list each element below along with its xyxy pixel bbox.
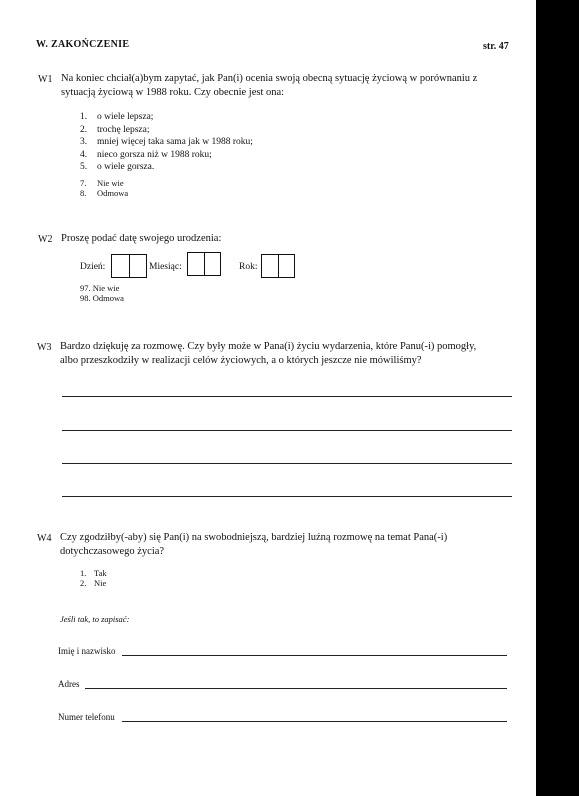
question-text-w4-line2: dotychczasowego życia? xyxy=(60,546,165,557)
question-number-w1: W1 xyxy=(38,74,53,85)
page-number: str. 47 xyxy=(483,41,509,52)
name-label: Imię i nazwisko xyxy=(58,646,116,656)
address-label: Adres xyxy=(58,679,80,689)
address-field[interactable] xyxy=(85,688,507,689)
name-field[interactable] xyxy=(122,655,507,656)
year-label: Rok: xyxy=(239,262,258,272)
option-w1-8[interactable]: 8. Odmowa xyxy=(80,188,129,198)
answer-line-w3-3[interactable] xyxy=(62,463,512,464)
month-input-box[interactable] xyxy=(187,252,221,276)
extra-w2 xyxy=(80,283,124,303)
answer-line-w3-4[interactable] xyxy=(62,496,512,497)
day-label: Dzień: xyxy=(80,262,106,272)
option-w1-1[interactable]: 1. o wiele lepsza; xyxy=(80,112,154,122)
option-w1-5[interactable]: 5. o wiele gorsza. xyxy=(80,162,155,172)
phone-label: Numer telefonu xyxy=(58,712,115,722)
question-text-w4-line1: Czy zgodziłby(-aby) się Pan(i) na swobodniejszą, bardziej luźną rozmowę na temat Pana(-i) xyxy=(60,532,448,543)
option-w1-3[interactable]: 3. mniej więcej taka sama jak w 1988 roku; xyxy=(80,137,253,147)
option-w1-2[interactable]: 2. trochę lepsza; xyxy=(80,124,150,135)
year-input-box[interactable] xyxy=(261,254,295,278)
answer-line-w3-1[interactable] xyxy=(62,396,512,397)
instruction-w4: Jeśli tak, to zapisać: xyxy=(60,614,130,624)
question-text-w1-line2: sytuacją życiową w 1988 roku. Czy obecnie jest ona: xyxy=(61,87,285,98)
day-input-box[interactable] xyxy=(111,254,147,278)
options-w4 xyxy=(80,568,107,588)
question-text-w3-line1: Bardzo dziękuję za rozmowę. Czy były może w Pana(i) życiu wydarzenia, które Panu(-i) pomogły, xyxy=(60,341,477,352)
month-label: Miesiąc: xyxy=(149,262,182,272)
option-w1-4[interactable]: 4. nieco gorsza niż w 1988 roku; xyxy=(80,149,212,160)
extra-w1 xyxy=(80,178,128,198)
question-text-w3-line2: albo przeszkodziły w realizacji celów życiowych, a o których jeszcze nie mówiliśmy? xyxy=(60,355,422,366)
question-number-w2: W2 xyxy=(38,234,53,245)
question-text-w1-line1: Na koniec chciał(a)bym zapytać, jak Pan(i) ocenia swoją obecną sytuację życiową w porównaniu z xyxy=(61,73,478,84)
question-text-w3 xyxy=(60,340,520,368)
question-text-w2: Proszę podać datę swojego urodzenia: xyxy=(61,233,222,244)
option-w1-7[interactable]: 7. Nie wie xyxy=(80,178,124,188)
answer-line-w3-2[interactable] xyxy=(62,430,512,431)
question-text-w1 xyxy=(61,72,521,100)
option-w2-98[interactable]: 98. Odmowa xyxy=(80,293,124,303)
option-w4-1[interactable]: 1. Tak xyxy=(80,568,107,578)
option-w4-2[interactable]: 2. Nie xyxy=(80,578,107,588)
option-w2-97[interactable]: 97. Nie wie xyxy=(80,283,120,293)
question-number-w4: W4 xyxy=(37,533,52,544)
question-text-w4 xyxy=(60,531,520,559)
question-number-w3: W3 xyxy=(37,342,52,353)
options-w1 xyxy=(80,111,253,174)
phone-field[interactable] xyxy=(122,721,507,722)
section-title: W. ZAKOŃCZENIE xyxy=(36,39,130,50)
scan-border xyxy=(536,0,579,796)
